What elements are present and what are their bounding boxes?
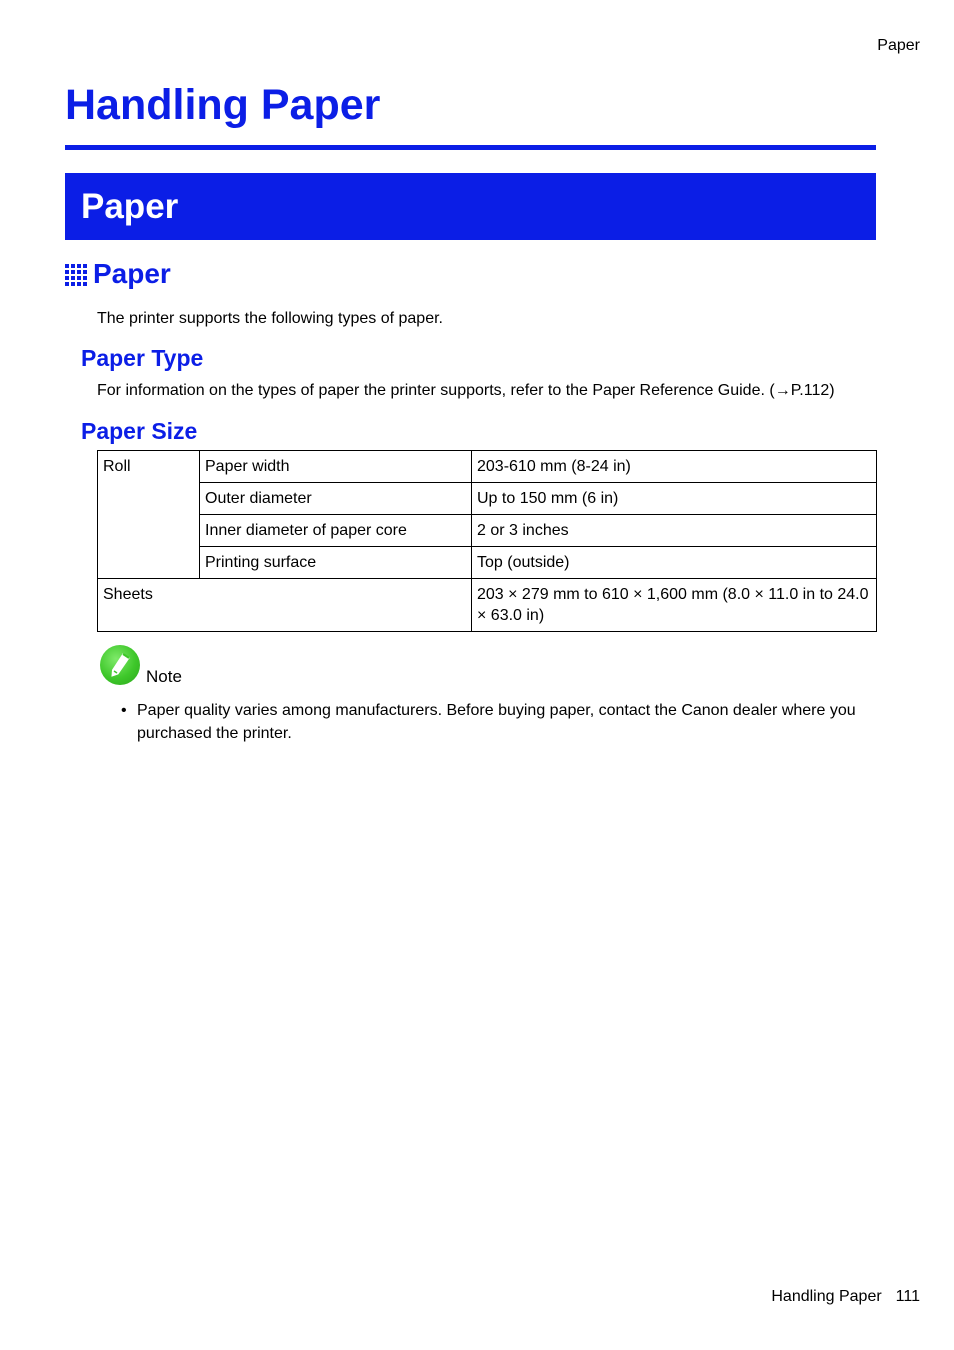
topic-title: Paper: [93, 258, 171, 289]
section-title: Paper: [81, 186, 179, 226]
note-label: Note: [146, 667, 182, 686]
page-footer: [771, 1288, 920, 1306]
chapter-rule: [65, 145, 876, 150]
sheets-value-cell: 203 × 279 mm to 610 × 1,600 mm (8.0 × 11.0 in to 24.0 × 63.0 in): [472, 579, 877, 632]
note-item: • Paper quality varies among manufacturers. Before buying paper, contact the Canon dealer where you purchased the printer.: [137, 699, 876, 745]
roll-value-cell: 2 or 3 inches: [472, 515, 877, 547]
table-row: [98, 579, 877, 632]
paper-size-table: [97, 450, 877, 632]
pencil-note-icon: [100, 645, 140, 685]
paper-type-text: For information on the types of paper the printer supports, refer to the Paper Reference Guide. (→P.112): [97, 382, 835, 399]
roll-label-cell: Roll: [98, 451, 200, 579]
note-list: [100, 699, 876, 745]
roll-item-cell: Printing surface: [200, 547, 472, 579]
roll-value-cell: Up to 150 mm (6 in): [472, 483, 877, 515]
topic-intro: The printer supports the following types of paper.: [97, 310, 443, 327]
chapter-title: Handling Paper: [65, 81, 381, 129]
roll-value-cell: Top (outside): [472, 547, 877, 579]
note-block: [100, 645, 876, 745]
page-number: 111: [895, 1288, 920, 1305]
table-row: [98, 451, 877, 483]
paper-size-heading: Paper Size: [81, 418, 198, 444]
roll-item-cell: Paper width: [200, 451, 472, 483]
running-header: Paper: [877, 37, 920, 54]
paper-type-heading: Paper Type: [81, 345, 204, 371]
note-header: [100, 645, 876, 685]
footer-chapter: Handling Paper: [771, 1288, 882, 1305]
roll-item-cell: Inner diameter of paper core: [200, 515, 472, 547]
sheets-label-cell: Sheets: [98, 579, 472, 632]
table-row: [98, 515, 877, 547]
roll-value-cell: 203-610 mm (8-24 in): [472, 451, 877, 483]
grid-icon: [65, 264, 88, 287]
topic-heading: [65, 258, 171, 290]
table-row: [98, 547, 877, 579]
section-banner: [65, 173, 876, 240]
table-row: [98, 483, 877, 515]
roll-item-cell: Outer diameter: [200, 483, 472, 515]
